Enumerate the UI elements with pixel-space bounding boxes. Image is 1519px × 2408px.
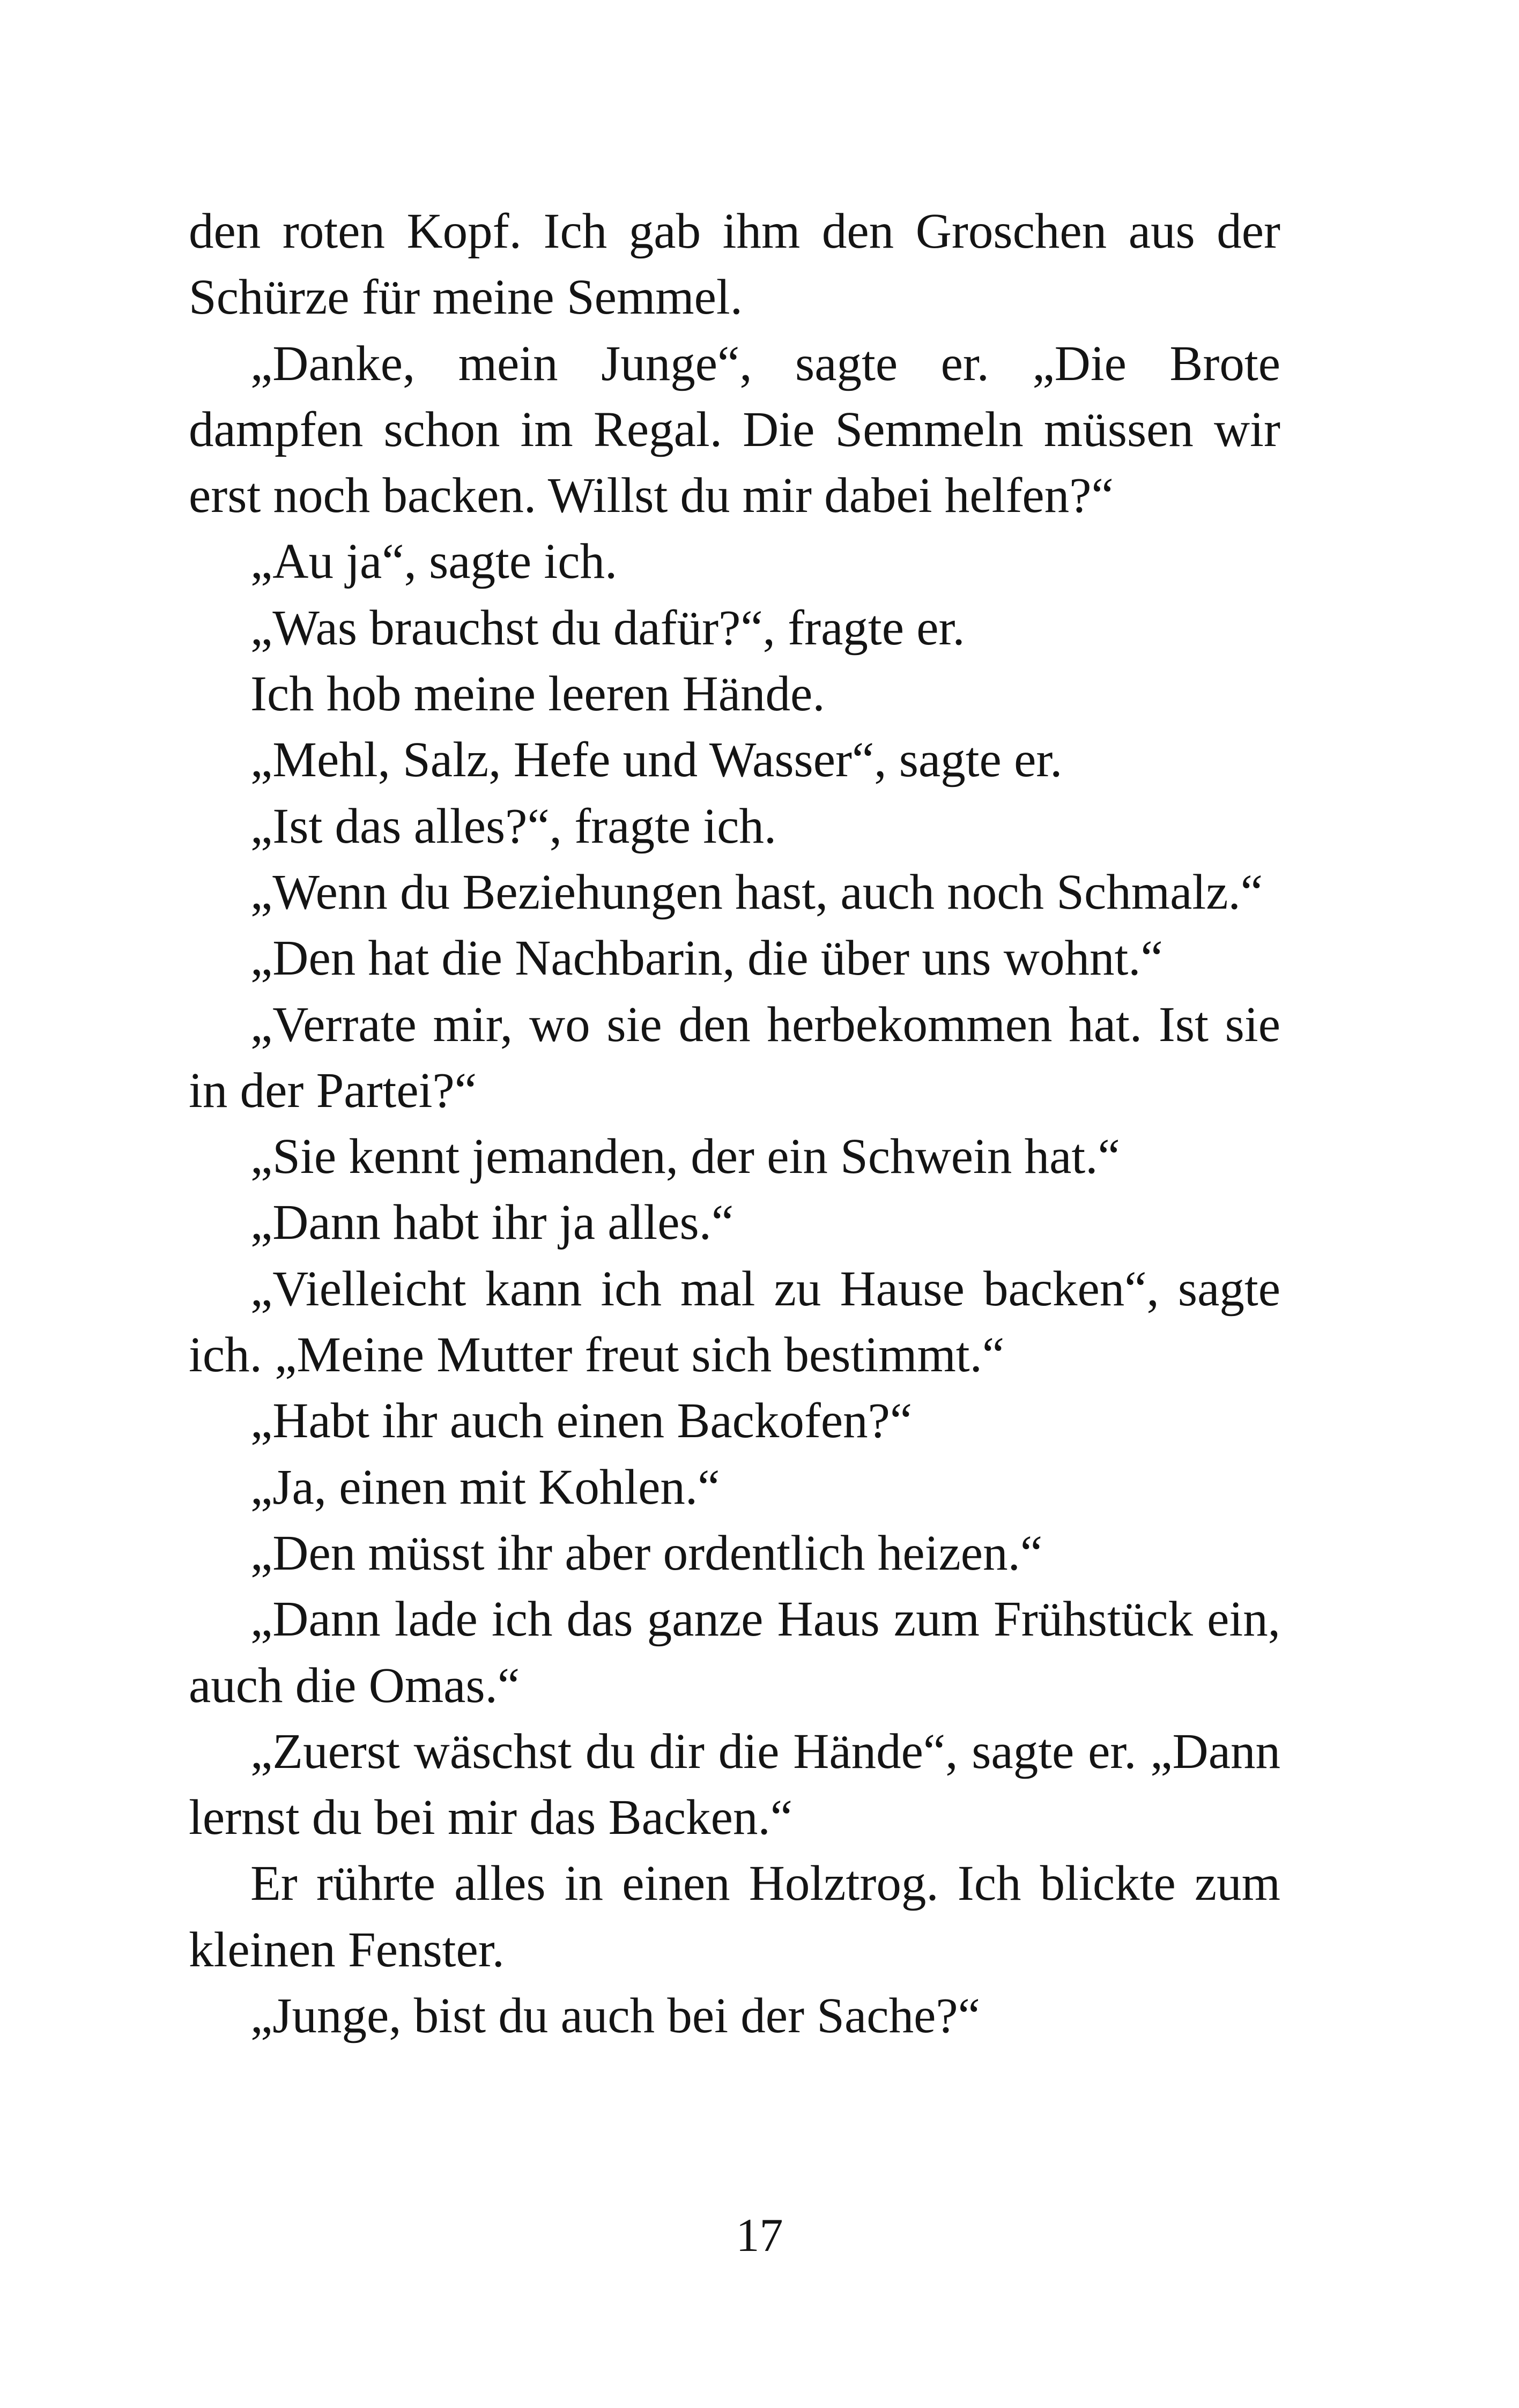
- paragraph: Ich hob meine leeren Hände.: [250, 666, 825, 722]
- paragraph: Er rührte alles in einen Holztrog. Ich blickte zum kleinen Fenster.: [189, 1856, 1280, 1978]
- paragraph: „Sie kennt jemanden, der ein Schwein hat.“: [250, 1129, 1120, 1185]
- paragraph: den roten Kopf. Ich gab ihm den Groschen aus der Schürze für meine Semmel.: [189, 204, 1280, 325]
- paragraph: „Ja, einen mit Kohlen.“: [250, 1459, 720, 1515]
- paragraph: „Mehl, Salz, Hefe und Wasser“, sagte er.: [250, 732, 1063, 788]
- paragraph: „Dann habt ihr ja alles.“: [250, 1195, 734, 1251]
- paragraph: „Zuerst wäschst du dir die Hände“, sagte er. „Dann lernst du bei mir das Backen.“: [189, 1723, 1280, 1846]
- paragraph: „Den hat die Nachbarin, die über uns wohnt.“: [250, 931, 1163, 986]
- paragraph: „Danke, mein Junge“, sagte er. „Die Brote dampfen schon im Regal. Die Semmeln müssen wir erst noch backen. Willst du mir dabei helfen?“: [189, 336, 1280, 524]
- paragraph: „Den müsst ihr aber ordentlich heizen.“: [250, 1525, 1043, 1581]
- paragraph: „Junge, bist du auch bei der Sache?“: [250, 1988, 980, 2044]
- body-text: [189, 198, 1280, 2049]
- paragraph: „Vielleicht kann ich mal zu Hause backen“, sagte ich. „Meine Mutter freut sich bestimmt.“: [189, 1261, 1280, 1383]
- paragraph: „Wenn du Beziehungen hast, auch noch Schmalz.“: [250, 864, 1263, 920]
- paragraph: „Ist das alles?“, fragte ich.: [250, 798, 777, 854]
- paragraph: „Dann lade ich das ganze Haus zum Frühstück ein, auch die Omas.“: [189, 1592, 1280, 1713]
- paragraph: „Habt ihr auch einen Backofen?“: [250, 1393, 913, 1449]
- paragraph: „Verrate mir, wo sie den herbekommen hat. Ist sie in der Partei?“: [189, 997, 1280, 1118]
- page-number: 17: [736, 2210, 783, 2262]
- paragraph: „Au ja“, sagte ich.: [250, 534, 618, 590]
- paragraph: „Was brauchst du dafür?“, fragte er.: [250, 600, 965, 656]
